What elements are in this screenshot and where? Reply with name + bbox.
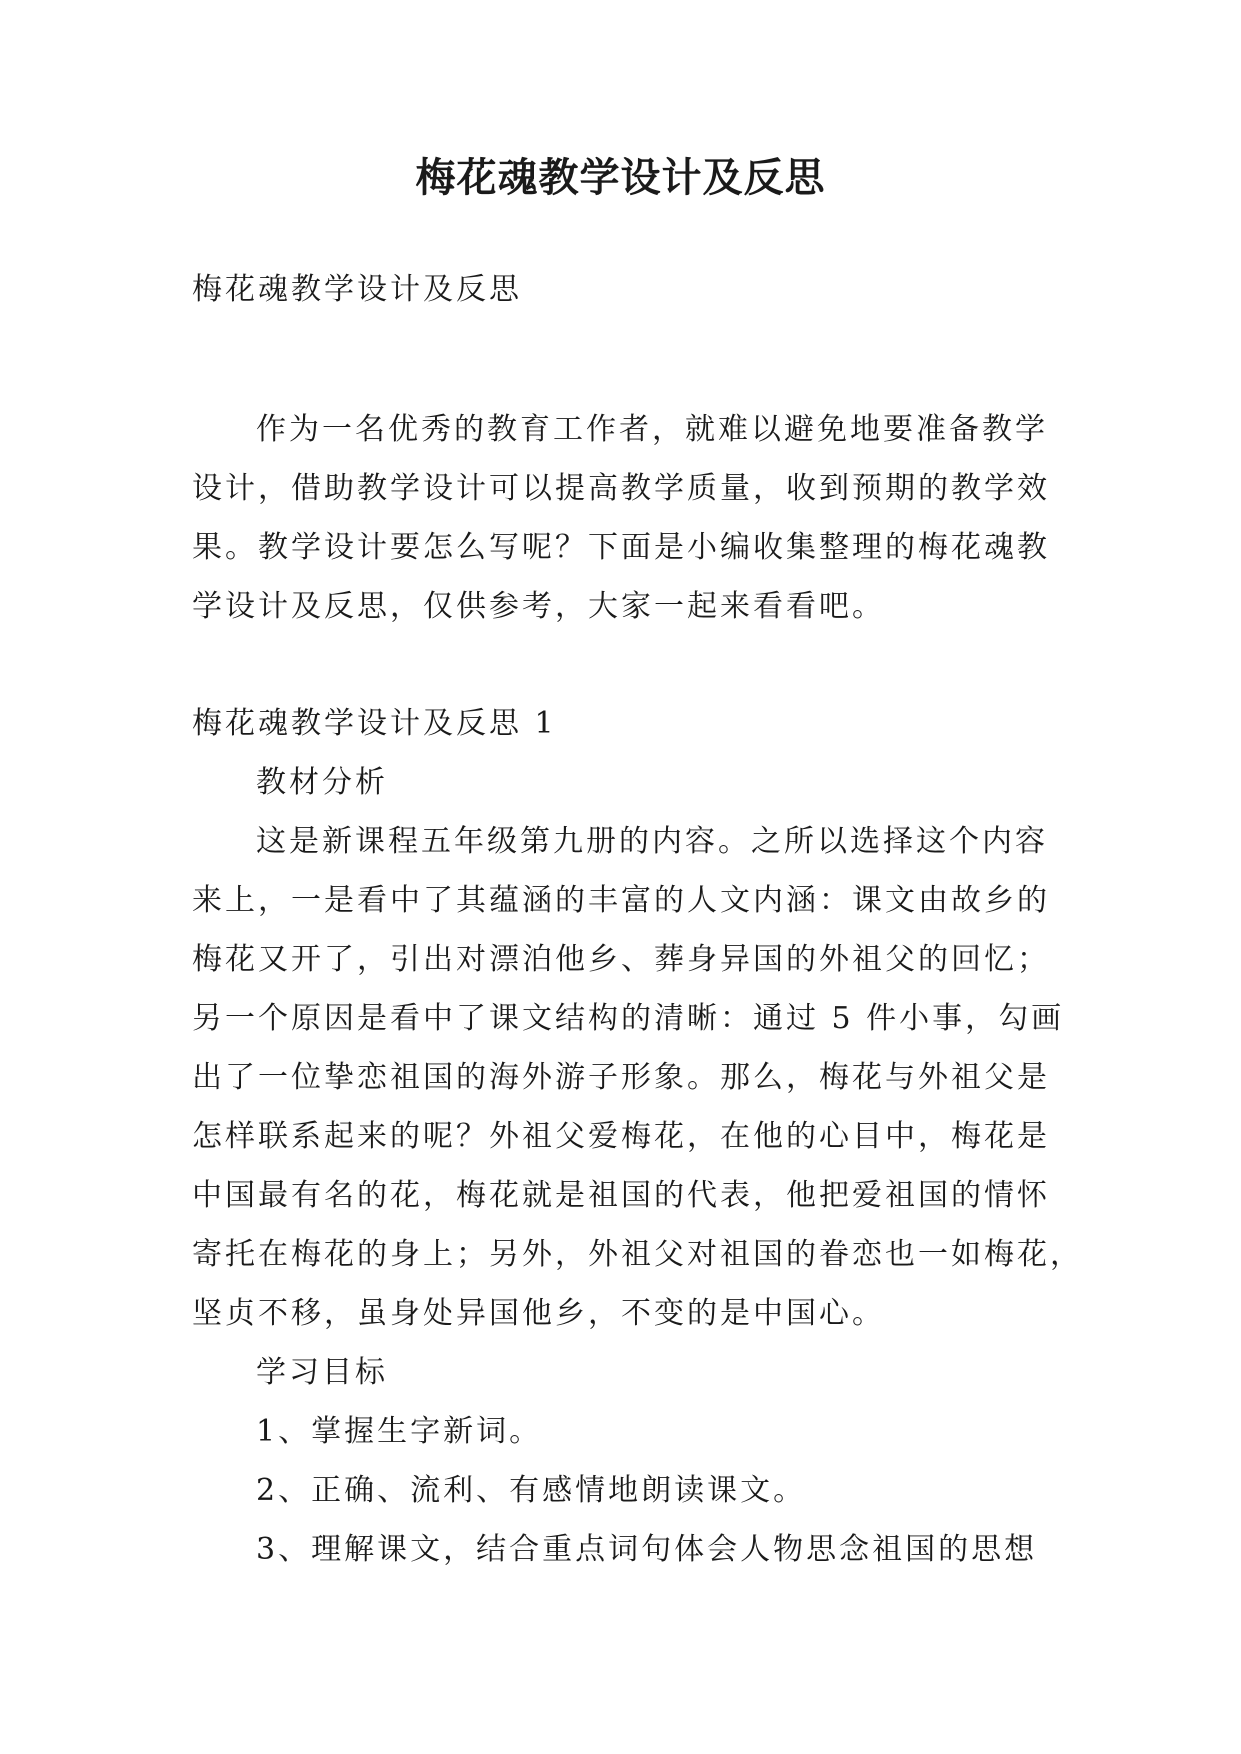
analysis-line: 中国最有名的花，梅花就是祖国的代表，他把爱祖国的情怀 [192, 1178, 1050, 1213]
goals-heading: 学习目标 [256, 1355, 388, 1390]
section-heading: 梅花魂教学设计及反思 1 [192, 706, 557, 741]
document-subtitle [192, 260, 1054, 319]
goal-item: 2、正确、流利、有感情地朗读课文。 [256, 1473, 807, 1508]
intro-line: 作为一名优秀的教育工作者，就难以避免地要准备教学 [256, 412, 1048, 447]
goal-item: 1、掌握生字新词。 [256, 1414, 543, 1449]
analysis-line: 寄托在梅花的身上；另外，外祖父对祖国的眷恋也一如梅花， [192, 1237, 1083, 1272]
section-1 [192, 694, 1083, 1579]
analysis-line: 坚贞不移，虽身处异国他乡，不变的是中国心。 [192, 1296, 885, 1331]
analysis-line: 梅花又开了，引出对漂泊他乡、葬身异国的外祖父的回忆； [192, 942, 1050, 977]
intro-line: 设计，借助教学设计可以提高教学质量，收到预期的教学效 [192, 471, 1050, 506]
analysis-line: 来上，一是看中了其蕴涵的丰富的人文内涵：课文由故乡的 [192, 883, 1050, 918]
analysis-line: 出了一位挚恋祖国的海外游子形象。那么，梅花与外祖父是 [192, 1060, 1050, 1095]
analysis-heading: 教材分析 [256, 765, 388, 800]
goal-item: 3、理解课文，结合重点词句体会人物思念祖国的思想 [256, 1532, 1038, 1567]
intro-line: 果。教学设计要怎么写呢？下面是小编收集整理的梅花魂教 [192, 530, 1050, 565]
analysis-line: 怎样联系起来的呢？外祖父爱梅花，在他的心目中，梅花是 [192, 1119, 1050, 1154]
analysis-line: 另一个原因是看中了课文结构的清晰：通过 5 件小事，勾画 [192, 1001, 1065, 1036]
intro-line: 学设计及反思，仅供参考，大家一起来看看吧。 [192, 589, 885, 624]
subtitle-text: 梅花魂教学设计及反思 [192, 272, 522, 307]
analysis-line: 这是新课程五年级第九册的内容。之所以选择这个内容 [256, 824, 1048, 859]
document-title: 梅花魂教学设计及反思 [415, 154, 826, 201]
intro-paragraph [192, 400, 1054, 636]
